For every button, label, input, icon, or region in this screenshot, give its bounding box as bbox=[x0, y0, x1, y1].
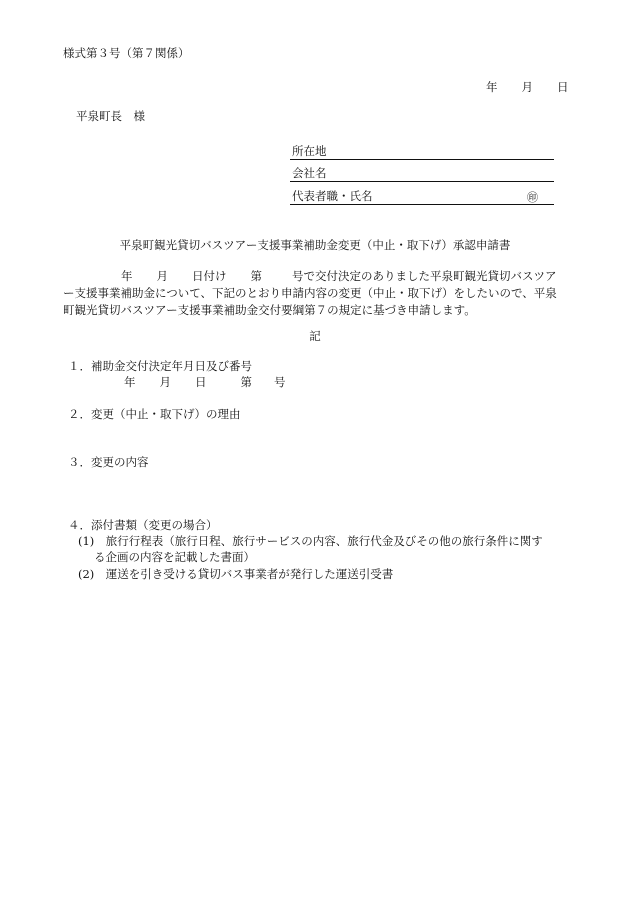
ki-heading: 記 bbox=[309, 329, 321, 343]
attachment-item-1-continued: る企画の内容を記載した書面） bbox=[94, 550, 255, 564]
body-line-3: 町観光貸切バスツアー支援事業補助金交付要綱第７の規定に基づき申請します。 bbox=[63, 303, 476, 317]
address-label: 所在地 bbox=[292, 143, 327, 158]
attachment-item-1: (1) 旅行行程表（旅行日程、旅行サービスの内容、旅行代金及びその他の旅行条件に関す bbox=[78, 534, 543, 548]
address-field bbox=[290, 143, 554, 160]
section-3-heading: ３．変更の内容 bbox=[68, 455, 149, 469]
section-1-date: 年 月 日 第 号 bbox=[124, 375, 286, 389]
representative-label: 代表者職・氏名 bbox=[292, 188, 373, 203]
section-4-heading: ４．添付書類（変更の場合） bbox=[68, 518, 218, 532]
section-1-heading: １．補助金交付決定年月日及び番号 bbox=[68, 359, 252, 373]
company-field bbox=[290, 165, 554, 182]
document-title: 平泉町観光貸切バスツアー支援事業補助金変更（中止・取下げ）承認申請書 bbox=[119, 238, 511, 252]
form-number: 様式第３号（第７関係） bbox=[63, 46, 190, 60]
date-line bbox=[486, 82, 569, 94]
seal-mark: ㊞ bbox=[527, 191, 538, 204]
attachment-item-2: (2) 運送を引き受ける貸切バス事業者が発行した運送引受書 bbox=[78, 567, 394, 581]
date-day-label: 日 bbox=[557, 80, 569, 94]
representative-field bbox=[290, 188, 554, 205]
section-2-heading: ２．変更（中止・取下げ）の理由 bbox=[68, 407, 241, 421]
body-paragraph bbox=[63, 268, 569, 319]
date-year-label: 年 bbox=[486, 80, 498, 94]
addressee: 平泉町長 様 bbox=[76, 109, 145, 123]
body-line-2: ー支援事業補助金について、下記のとおり申請内容の変更（中止・取下げ）をしたいので、平泉 bbox=[63, 286, 557, 300]
company-label: 会社名 bbox=[292, 165, 327, 180]
date-month-label: 月 bbox=[521, 80, 533, 94]
body-line-1: 年 月 日付け 第 号で交付決定のありました平泉町観光貸切バスツア bbox=[121, 269, 557, 283]
